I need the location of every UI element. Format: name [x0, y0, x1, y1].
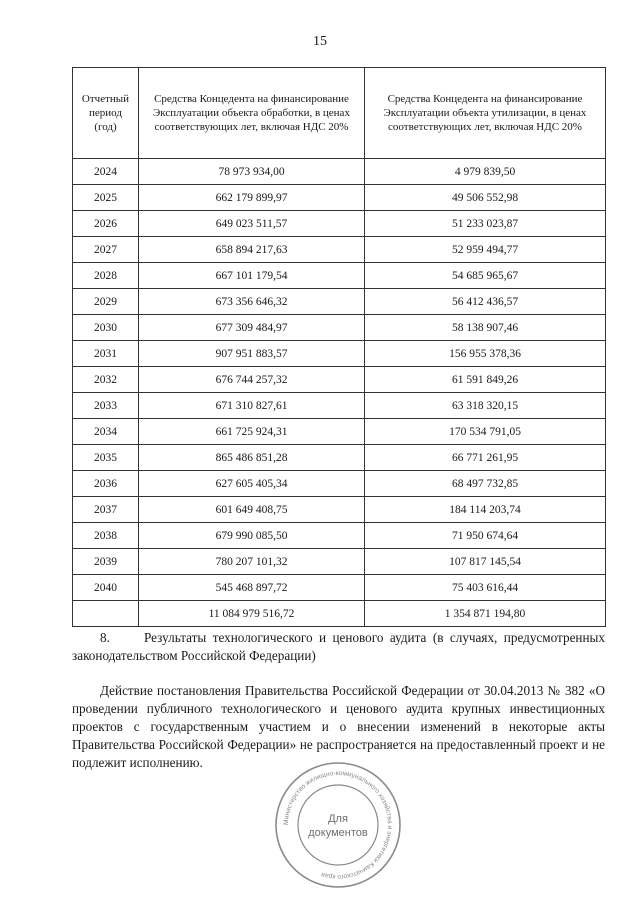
year-cell: 2034	[73, 419, 139, 445]
decree-paragraph: Действие постановления Правительства Российской Федерации от 30.04.2013 № 382 «О проведении публичного технологического и ценового аудита крупных инвестиционных проектов с государственным участием и о внесении изменений в некоторые акты Правительства Российской Федерации» не распространяется на предоставленный проект и не подлежит исполнению.	[72, 683, 605, 770]
year-cell: 2038	[73, 523, 139, 549]
table-row	[73, 549, 606, 575]
processing-cell: 545 468 897,72	[139, 575, 365, 601]
year-cell	[73, 601, 139, 627]
utilization-cell: 56 412 436,57	[365, 289, 606, 315]
year-cell: 2027	[73, 237, 139, 263]
header-utilization: Средства Концедента на финансирование Эксплуатации объекта утилизации, в ценах соответствующих лет, включая НДС 20%	[365, 68, 606, 159]
processing-cell: 907 951 883,57	[139, 341, 365, 367]
seal-stamp	[273, 760, 403, 890]
processing-cell: 865 486 851,28	[139, 445, 365, 471]
utilization-cell: 49 506 552,98	[365, 185, 606, 211]
utilization-cell: 75 403 616,44	[365, 575, 606, 601]
utilization-cell: 68 497 732,85	[365, 471, 606, 497]
processing-cell: 601 649 408,75	[139, 497, 365, 523]
processing-cell: 78 973 934,00	[139, 159, 365, 185]
table-row	[73, 445, 606, 471]
year-cell: 2032	[73, 367, 139, 393]
table-row	[73, 523, 606, 549]
table-row	[73, 497, 606, 523]
year-cell: 2037	[73, 497, 139, 523]
table-row	[73, 237, 606, 263]
section-8-text: Результаты технологического и ценового аудита (в случаях, предусмотренных законодательством Российской Федерации)	[72, 630, 605, 663]
processing-cell: 679 990 085,50	[139, 523, 365, 549]
utilization-cell: 66 771 261,95	[365, 445, 606, 471]
table-header-row	[73, 68, 606, 159]
header-processing: Средства Концедента на финансирование Эксплуатации объекта обработки, в ценах соответствующих лет, включая НДС 20%	[139, 68, 365, 159]
utilization-cell: 71 950 674,64	[365, 523, 606, 549]
table-row	[73, 419, 606, 445]
table-row	[73, 367, 606, 393]
table-row	[73, 601, 606, 627]
utilization-cell: 4 979 839,50	[365, 159, 606, 185]
table-row	[73, 289, 606, 315]
table-row	[73, 263, 606, 289]
stamp-inner-ring	[298, 785, 378, 865]
year-cell: 2035	[73, 445, 139, 471]
utilization-cell: 184 114 203,74	[365, 497, 606, 523]
processing-cell: 671 310 827,61	[139, 393, 365, 419]
processing-cell: 780 207 101,32	[139, 549, 365, 575]
table-row	[73, 159, 606, 185]
utilization-cell: 61 591 849,26	[365, 367, 606, 393]
page-number: 15	[313, 34, 327, 49]
year-cell: 2030	[73, 315, 139, 341]
processing-cell: 667 101 179,54	[139, 263, 365, 289]
processing-cell: 662 179 899,97	[139, 185, 365, 211]
table-row	[73, 341, 606, 367]
processing-cell: 11 084 979 516,72	[139, 601, 365, 627]
year-cell: 2036	[73, 471, 139, 497]
table-row	[73, 393, 606, 419]
table-row	[73, 471, 606, 497]
year-cell: 2040	[73, 575, 139, 601]
utilization-cell: 54 685 965,67	[365, 263, 606, 289]
table-row	[73, 185, 606, 211]
year-cell: 2028	[73, 263, 139, 289]
utilization-cell: 156 955 378,36	[365, 341, 606, 367]
processing-cell: 673 356 646,32	[139, 289, 365, 315]
utilization-cell: 107 817 145,54	[365, 549, 606, 575]
processing-cell: 649 023 511,57	[139, 211, 365, 237]
year-cell: 2033	[73, 393, 139, 419]
year-cell: 2024	[73, 159, 139, 185]
utilization-cell: 63 318 320,15	[365, 393, 606, 419]
section-8-number: 8.	[100, 630, 110, 645]
processing-cell: 658 894 217,63	[139, 237, 365, 263]
year-cell: 2026	[73, 211, 139, 237]
table-body	[73, 159, 606, 627]
utilization-cell: 58 138 907,46	[365, 315, 606, 341]
utilization-cell: 1 354 871 194,80	[365, 601, 606, 627]
utilization-cell: 51 233 023,87	[365, 211, 606, 237]
table-row	[73, 211, 606, 237]
stamp-center-line-2: документов	[308, 827, 368, 839]
table-row	[73, 575, 606, 601]
year-cell: 2039	[73, 549, 139, 575]
processing-cell: 661 725 924,31	[139, 419, 365, 445]
header-period: Отчетный период (год)	[73, 68, 139, 159]
year-cell: 2025	[73, 185, 139, 211]
processing-cell: 677 309 484,97	[139, 315, 365, 341]
utilization-cell: 170 534 791,05	[365, 419, 606, 445]
processing-cell: 627 605 405,34	[139, 471, 365, 497]
year-cell: 2029	[73, 289, 139, 315]
utilization-cell: 52 959 494,77	[365, 237, 606, 263]
table-row	[73, 315, 606, 341]
stamp-ring-text: Министерство жилищно-коммунального хозяйства и энергетики Камчатского края	[282, 769, 394, 881]
financing-table	[72, 67, 606, 627]
year-cell: 2031	[73, 341, 139, 367]
stamp-outer-ring	[276, 763, 400, 887]
stamp-center-line-1: Для	[328, 813, 348, 825]
processing-cell: 676 744 257,32	[139, 367, 365, 393]
section-8	[72, 629, 605, 665]
